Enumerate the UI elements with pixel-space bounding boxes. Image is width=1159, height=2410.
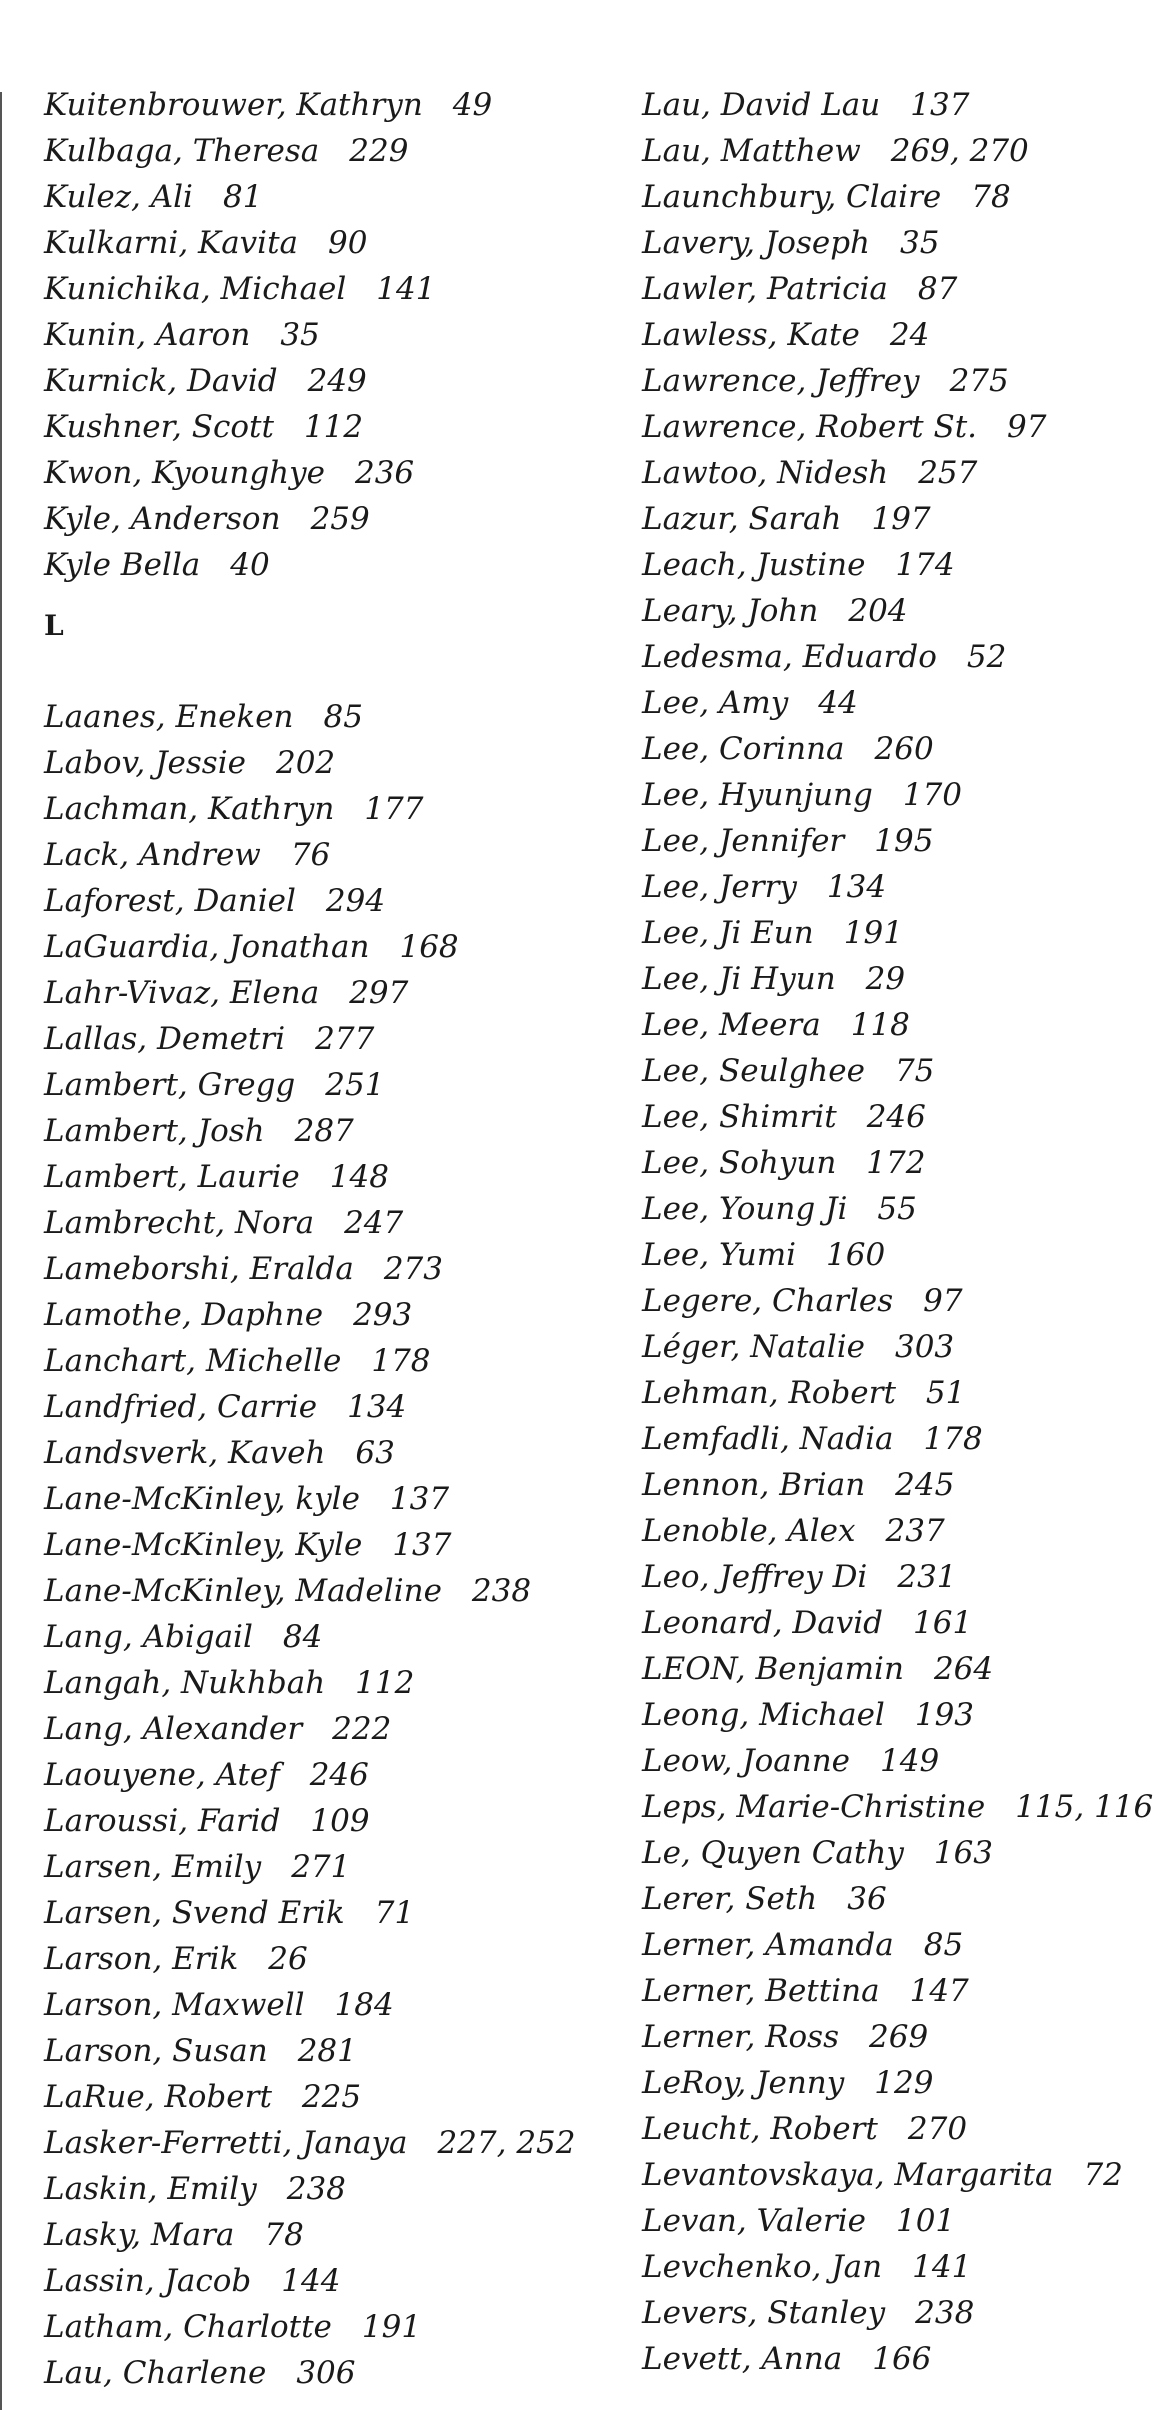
entry-pages: 237	[885, 1513, 945, 1549]
index-entry	[44, 1982, 624, 2028]
entry-name: Lennon, Brian	[642, 1467, 866, 1503]
entry-pages: 222	[332, 1711, 392, 1747]
entry-pages: 281	[297, 2033, 357, 2069]
entry-pages: 270	[907, 2111, 968, 2147]
entry-name: Kunichika, Michael	[44, 271, 347, 307]
index-entry	[44, 1706, 624, 1752]
index-column-right	[642, 82, 1152, 2382]
index-entry	[642, 1508, 1152, 1554]
entry-name: LeRoy, Jenny	[642, 2065, 845, 2101]
index-entry	[44, 924, 624, 970]
entry-name: Kunin, Aaron	[44, 317, 251, 353]
entry-name: Kuitenbrouwer, Kathryn	[44, 87, 423, 123]
index-entry	[44, 1844, 624, 1890]
index-entry	[44, 128, 624, 174]
entry-pages: 63	[355, 1435, 395, 1471]
index-entry	[44, 1108, 624, 1154]
entry-pages: 84	[282, 1619, 323, 1655]
entry-name: Laouyene, Atef	[44, 1757, 280, 1793]
entry-name: Lallas, Demetri	[44, 1021, 286, 1057]
entry-name: Lenoble, Alex	[642, 1513, 856, 1549]
entry-pages: 297	[349, 975, 409, 1011]
entry-pages: 249	[307, 363, 367, 399]
entry-pages: 269	[869, 2019, 929, 2055]
entry-pages: 26	[268, 1941, 308, 1977]
entry-name: Lasky, Mara	[44, 2217, 235, 2253]
index-entry	[642, 1094, 1152, 1140]
entry-name: Lehman, Robert	[642, 1375, 896, 1411]
entry-name: Leonard, David	[642, 1605, 884, 1641]
entry-name: Lee, Yumi	[642, 1237, 797, 1273]
index-entry	[44, 542, 624, 588]
index-entry	[44, 1476, 624, 1522]
entry-pages: 191	[361, 2309, 422, 2345]
index-entry	[642, 2290, 1152, 2336]
entry-name: Larsen, Emily	[44, 1849, 262, 1885]
entry-pages: 231	[897, 1559, 957, 1595]
index-column-left	[44, 82, 624, 2396]
index-entry	[642, 404, 1152, 450]
index-entry	[44, 1614, 624, 1660]
index-entry	[642, 542, 1152, 588]
entry-pages: 229	[349, 133, 409, 169]
index-entry	[642, 1646, 1152, 1692]
entry-name: Lanchart, Michelle	[44, 1343, 342, 1379]
index-entry	[642, 588, 1152, 634]
index-entry	[44, 1936, 624, 1982]
entry-name: Lachman, Kathryn	[44, 791, 335, 827]
entry-pages: 161	[913, 1605, 973, 1641]
entry-name: Levantovskaya, Margarita	[642, 2157, 1054, 2193]
entry-pages: 75	[894, 1053, 935, 1089]
index-entry	[642, 450, 1152, 496]
index-entry	[642, 680, 1152, 726]
index-entry	[44, 970, 624, 1016]
entry-name: Larsen, Svend Erik	[44, 1895, 345, 1931]
entry-pages: 141	[912, 2249, 972, 2285]
entry-name: Leucht, Robert	[642, 2111, 878, 2147]
entry-pages: 294	[325, 883, 386, 919]
index-entry	[642, 312, 1152, 358]
index-entry	[44, 1384, 624, 1430]
entry-name: Leps, Marie-Christine	[642, 1789, 986, 1825]
entry-name: Lee, Sohyun	[642, 1145, 837, 1181]
entry-pages: 97	[1007, 409, 1047, 445]
index-entry	[44, 1568, 624, 1614]
entry-pages: 246	[309, 1757, 369, 1793]
entry-name: LaRue, Robert	[44, 2079, 272, 2115]
index-entry	[44, 1292, 624, 1338]
entry-name: Lau, David Lau	[642, 87, 881, 123]
entry-pages: 197	[871, 501, 931, 537]
entry-name: Lee, Meera	[642, 1007, 821, 1043]
entry-name: Lasker-Ferretti, Janaya	[44, 2125, 408, 2161]
entry-name: Labov, Jessie	[44, 745, 246, 781]
entry-pages: 163	[933, 1835, 994, 1871]
entry-pages: 29	[865, 961, 906, 997]
entry-pages: 257	[918, 455, 978, 491]
entry-pages: 78	[971, 179, 1011, 215]
entry-pages: 24	[889, 317, 930, 353]
entry-name: Lee, Ji Hyun	[642, 961, 836, 997]
entry-pages: 51	[925, 1375, 966, 1411]
index-entry	[642, 174, 1152, 220]
index-entry	[642, 2152, 1152, 2198]
entry-pages: 71	[374, 1895, 415, 1931]
index-entry	[44, 2258, 624, 2304]
index-entry	[642, 82, 1152, 128]
entry-pages: 178	[923, 1421, 983, 1457]
index-entry	[642, 956, 1152, 1002]
index-entry	[642, 1554, 1152, 1600]
entry-name: Legere, Charles	[642, 1283, 894, 1319]
entry-pages: 85	[923, 1927, 964, 1963]
entry-pages: 227, 252	[437, 2125, 576, 2161]
entry-pages: 35	[280, 317, 320, 353]
entry-name: Léger, Natalie	[642, 1329, 865, 1365]
index-entry	[642, 2106, 1152, 2152]
entry-pages: 184	[334, 1987, 394, 2023]
entry-pages: 101	[895, 2203, 956, 2239]
entry-pages: 137	[910, 87, 970, 123]
entry-name: Lambrecht, Nora	[44, 1205, 315, 1241]
entry-name: Leo, Jeffrey Di	[642, 1559, 868, 1595]
entry-name: Ledesma, Eduardo	[642, 639, 937, 675]
entry-name: Lau, Matthew	[642, 133, 861, 169]
index-entry	[642, 1830, 1152, 1876]
entry-pages: 118	[850, 1007, 910, 1043]
entry-name: Landsverk, Kaveh	[44, 1435, 326, 1471]
entry-name: LEON, Benjamin	[642, 1651, 904, 1687]
entry-pages: 306	[296, 2355, 356, 2391]
entry-pages: 246	[866, 1099, 926, 1135]
entry-name: Lawler, Patricia	[642, 271, 888, 307]
index-entry	[44, 2074, 624, 2120]
section-letter-heading: L	[44, 609, 64, 642]
entry-pages: 260	[874, 731, 934, 767]
index-entry	[44, 1154, 624, 1200]
entry-name: Lee, Amy	[642, 685, 789, 721]
entry-pages: 193	[914, 1697, 975, 1733]
entry-name: Lee, Corinna	[642, 731, 845, 767]
index-entry	[44, 1522, 624, 1568]
entry-name: LaGuardia, Jonathan	[44, 929, 370, 965]
index-entry	[642, 220, 1152, 266]
entry-pages: 275	[949, 363, 1009, 399]
index-entry	[642, 864, 1152, 910]
entry-pages: 172	[866, 1145, 926, 1181]
entry-pages: 109	[310, 1803, 370, 1839]
entry-name: Lee, Seulghee	[642, 1053, 865, 1089]
entry-pages: 112	[355, 1665, 415, 1701]
entry-name: Kwon, Kyounghye	[44, 455, 325, 491]
entry-pages: 35	[900, 225, 940, 261]
index-entry	[44, 358, 624, 404]
entry-name: Lee, Shimrit	[642, 1099, 837, 1135]
entry-pages: 238	[471, 1573, 532, 1609]
entry-pages: 168	[399, 929, 459, 965]
index-entry	[44, 174, 624, 220]
entry-pages: 225	[301, 2079, 362, 2115]
entry-name: Larson, Maxwell	[44, 1987, 305, 2023]
entry-pages: 202	[275, 745, 336, 781]
entry-name: Lerner, Ross	[642, 2019, 840, 2055]
entry-pages: 271	[291, 1849, 351, 1885]
entry-pages: 149	[880, 1743, 940, 1779]
index-entry	[642, 1370, 1152, 1416]
index-entry	[642, 1692, 1152, 1738]
index-entry	[44, 2304, 624, 2350]
entry-pages: 166	[872, 2341, 932, 2377]
entry-name: Lang, Abigail	[44, 1619, 253, 1655]
entry-name: Le, Quyen Cathy	[642, 1835, 904, 1871]
entry-name: Lau, Charlene	[44, 2355, 267, 2391]
entry-pages: 72	[1083, 2157, 1123, 2193]
entry-pages: 238	[915, 2295, 975, 2331]
entry-pages: 129	[874, 2065, 934, 2101]
index-entry	[642, 1922, 1152, 1968]
entry-name: Kurnick, David	[44, 363, 278, 399]
entry-name: Lameborshi, Eralda	[44, 1251, 354, 1287]
entry-pages: 178	[371, 1343, 431, 1379]
entry-name: Kulkarni, Kavita	[44, 225, 299, 261]
entry-pages: 195	[874, 823, 934, 859]
index-entry	[44, 2212, 624, 2258]
entry-pages: 134	[347, 1389, 407, 1425]
entry-pages: 259	[310, 501, 370, 537]
index-entry	[642, 2244, 1152, 2290]
entry-pages: 303	[894, 1329, 955, 1365]
index-entry	[642, 1968, 1152, 2014]
entry-name: Lane-McKinley, Kyle	[44, 1527, 363, 1563]
entry-name: Lee, Jerry	[642, 869, 797, 905]
index-entry	[44, 1660, 624, 1706]
entry-name: Kushner, Scott	[44, 409, 274, 445]
entry-pages: 264	[933, 1651, 994, 1687]
left-margin-rule	[0, 92, 2, 2410]
index-entry	[44, 2028, 624, 2074]
entry-name: Latham, Charlotte	[44, 2309, 332, 2345]
entry-name: Lerner, Bettina	[642, 1973, 880, 2009]
index-entry	[642, 910, 1152, 956]
index-entry	[642, 1002, 1152, 1048]
entry-name: Lawtoo, Nidesh	[642, 455, 889, 491]
entry-name: Lamothe, Daphne	[44, 1297, 324, 1333]
index-entry	[44, 1890, 624, 1936]
index-entry	[642, 634, 1152, 680]
index-entry	[44, 1246, 624, 1292]
entry-pages: 174	[895, 547, 955, 583]
entry-name: Levchenko, Jan	[642, 2249, 883, 2285]
entry-name: Kulez, Ali	[44, 179, 193, 215]
entry-pages: 287	[294, 1113, 354, 1149]
index-entry	[642, 1416, 1152, 1462]
entry-pages: 137	[392, 1527, 452, 1563]
index-entry	[642, 1462, 1152, 1508]
entry-name: Lahr-Vivaz, Elena	[44, 975, 320, 1011]
entry-name: Levett, Anna	[642, 2341, 843, 2377]
index-entry	[642, 818, 1152, 864]
index-entry	[642, 2336, 1152, 2382]
entry-name: Lawless, Kate	[642, 317, 860, 353]
entry-pages: 170	[902, 777, 963, 813]
index-entry	[642, 1784, 1152, 1830]
entry-pages: 204	[848, 593, 908, 629]
entry-pages: 134	[826, 869, 887, 905]
index-entry	[642, 772, 1152, 818]
entry-name: Langah, Nukhbah	[44, 1665, 326, 1701]
index-entry	[642, 2198, 1152, 2244]
index-entry	[642, 726, 1152, 772]
entry-name: Lambert, Gregg	[44, 1067, 296, 1103]
entry-name: Lee, Jennifer	[642, 823, 845, 859]
entry-pages: 87	[917, 271, 958, 307]
index-entry	[44, 1798, 624, 1844]
entry-name: Laroussi, Farid	[44, 1803, 281, 1839]
index-entry	[642, 1232, 1152, 1278]
entry-name: Lawrence, Jeffrey	[642, 363, 920, 399]
index-entry	[642, 266, 1152, 312]
index-entry	[44, 878, 624, 924]
entry-pages: 273	[383, 1251, 443, 1287]
entry-name: Lazur, Sarah	[642, 501, 842, 537]
entry-pages: 293	[353, 1297, 413, 1333]
entry-pages: 191	[843, 915, 903, 951]
entry-pages: 81	[222, 179, 263, 215]
index-entry	[44, 1200, 624, 1246]
entry-name: Leong, Michael	[642, 1697, 885, 1733]
entry-name: Leow, Joanne	[642, 1743, 851, 1779]
index-entry	[642, 358, 1152, 404]
entry-name: Lerer, Seth	[642, 1881, 818, 1917]
entry-name: Larson, Erik	[44, 1941, 239, 1977]
entry-pages: 148	[329, 1159, 389, 1195]
entry-pages: 85	[323, 699, 363, 735]
entry-name: Lack, Andrew	[44, 837, 261, 873]
index-entry	[44, 1752, 624, 1798]
entry-name: Landfried, Carrie	[44, 1389, 318, 1425]
entry-pages: 44	[818, 685, 858, 721]
index-entry	[642, 1140, 1152, 1186]
index-entry	[44, 312, 624, 358]
entry-name: Levers, Stanley	[642, 2295, 886, 2331]
index-entry	[642, 128, 1152, 174]
entry-pages: 269, 270	[890, 133, 1029, 169]
entry-pages: 147	[909, 1973, 969, 2009]
index-entry	[44, 1430, 624, 1476]
entry-name: Levan, Valerie	[642, 2203, 866, 2239]
index-entry	[642, 1048, 1152, 1094]
entry-pages: 40	[230, 547, 270, 583]
entry-pages: 141	[376, 271, 436, 307]
entry-name: Lee, Hyunjung	[642, 777, 873, 813]
index-entry	[44, 2166, 624, 2212]
index-entry	[642, 2060, 1152, 2106]
index-entry	[642, 2014, 1152, 2060]
index-entry	[642, 496, 1152, 542]
entry-pages: 251	[325, 1067, 385, 1103]
index-entry	[44, 1062, 624, 1108]
entry-pages: 78	[264, 2217, 304, 2253]
entry-pages: 90	[328, 225, 368, 261]
index-entry	[44, 740, 624, 786]
entry-pages: 236	[354, 455, 415, 491]
entry-pages: 112	[303, 409, 364, 445]
entry-pages: 55	[877, 1191, 917, 1227]
index-entry	[642, 1600, 1152, 1646]
index-entry	[642, 1278, 1152, 1324]
entry-name: Launchbury, Claire	[642, 179, 942, 215]
entry-name: Lang, Alexander	[44, 1711, 303, 1747]
entry-name: Lemfadli, Nadia	[642, 1421, 894, 1457]
entry-pages: 115, 116	[1015, 1789, 1154, 1825]
index-entry	[44, 2350, 624, 2396]
index-entry	[44, 786, 624, 832]
entry-name: Lee, Ji Eun	[642, 915, 814, 951]
index-entry	[44, 450, 624, 496]
entry-pages: 97	[923, 1283, 963, 1319]
entry-name: Lawrence, Robert St.	[642, 409, 978, 445]
entry-pages: 247	[344, 1205, 404, 1241]
entry-name: Laskin, Emily	[44, 2171, 257, 2207]
entry-name: Kulbaga, Theresa	[44, 133, 320, 169]
entry-pages: 238	[286, 2171, 346, 2207]
index-entry	[44, 404, 624, 450]
entry-name: Lambert, Laurie	[44, 1159, 300, 1195]
index-entry	[44, 832, 624, 878]
entry-pages: 277	[315, 1021, 375, 1057]
entry-name: Leary, John	[642, 593, 819, 629]
index-entry	[642, 1876, 1152, 1922]
entry-pages: 76	[290, 837, 331, 873]
entry-name: Kyle Bella	[44, 547, 201, 583]
entry-pages: 36	[847, 1881, 887, 1917]
entry-pages: 160	[826, 1237, 886, 1273]
entry-pages: 49	[452, 87, 493, 123]
index-entry	[642, 1186, 1152, 1232]
entry-pages: 137	[389, 1481, 450, 1517]
entry-name: Lambert, Josh	[44, 1113, 265, 1149]
entry-pages: 144	[281, 2263, 341, 2299]
entry-name: Laforest, Daniel	[44, 883, 296, 919]
entry-name: Lerner, Amanda	[642, 1927, 894, 1963]
index-entry	[642, 1324, 1152, 1370]
entry-name: Larson, Susan	[44, 2033, 268, 2069]
entry-name: Lane-McKinley, Madeline	[44, 1573, 442, 1609]
entry-name: Lavery, Joseph	[642, 225, 871, 261]
entry-pages: 245	[895, 1467, 955, 1503]
index-entry	[44, 2120, 624, 2166]
entry-pages: 177	[364, 791, 424, 827]
entry-name: Kyle, Anderson	[44, 501, 281, 537]
entry-name: Lee, Young Ji	[642, 1191, 848, 1227]
index-entry	[44, 694, 624, 740]
entry-name: Laanes, Eneken	[44, 699, 294, 735]
entry-name: Leach, Justine	[642, 547, 866, 583]
index-entry	[44, 82, 624, 128]
entry-name: Lane-McKinley, kyle	[44, 1481, 360, 1517]
index-entry	[44, 1016, 624, 1062]
index-entry	[44, 266, 624, 312]
index-entry	[44, 220, 624, 266]
index-entry	[44, 496, 624, 542]
entry-pages: 52	[966, 639, 1007, 675]
entry-name: Lassin, Jacob	[44, 2263, 252, 2299]
index-entry	[44, 1338, 624, 1384]
index-entry	[642, 1738, 1152, 1784]
